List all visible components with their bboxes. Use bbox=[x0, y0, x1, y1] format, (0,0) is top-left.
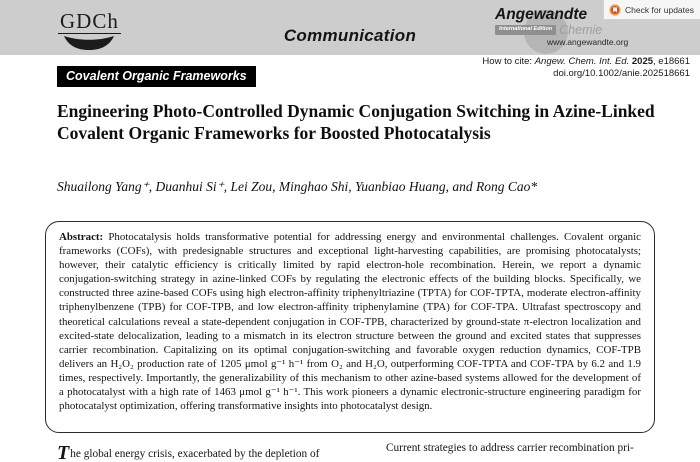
check-for-updates-button[interactable] bbox=[603, 0, 700, 20]
intro-column-right: Current strategies to address carrier recombination pri- bbox=[386, 442, 634, 454]
article-title: Engineering Photo-Controlled Dynamic Conjugation Switching in Azine-Linked Covalent Organic Frameworks for Boosted Photocatalysis bbox=[57, 101, 655, 143]
abstract-label: Abstract: bbox=[59, 231, 109, 243]
citation-article-id: , e18661 bbox=[653, 56, 690, 67]
article-type-label: Communication bbox=[283, 26, 417, 45]
international-edition-badge: International Edition bbox=[495, 25, 556, 35]
angewandte-url-link[interactable]: www.angewandte.org bbox=[547, 37, 629, 47]
abstract-text: Photocatalysis holds transformative potential for addressing energy and environmental challenges. Covalent organic frameworks (COFs), with predesignable structures and exceptional light-harvesting capabilities, are promising photocatalysts; however, their catalytic efficiency is critically limited by rapid electron-hole recombination. Herein, we report a dynamic conjugation-switching strategy in azine-linked COFs by regulating the electronic effects of the building blocks. Specifically, we constructed three azine-based COFs using high electron-affinity triphenyltriazine (TPTA) for COF-TPTA, moderate electron-affinity triphenylbenzene (TPB) for COF-TPB, and low electron-affinity triphenylamine (TPA) for COF-TPA. Ultrafast spectroscopy and theoretical calculations reveal a state-dependent conjugation in COF-TPB, characterized by ground-state π-electron localization and excited-state delocalization, leading to a mismatch in its electron structure between the ground and excited states that suppresses carrier recombination. Capitalizing on its optimal conjugation-switching and favorable oxygen reduction dynamics, COF-TPB delivers an H₂O₂ production rate of 1205 μmol g⁻¹ h⁻¹ from O₂ and H₂O, outperforming COF-TPTA and COF-TPA by 6.2 and 1.9 times, respectively. Importantly, the generalizability of this mechanism to other azine-based systems allowed for the development of a photocatalyst with a high rate of 1463 μmol g⁻¹ h⁻¹. This work pioneers a dynamic electronic-structure engineering paradigm for photocatalyst optimization, offering transformative insights into photocatalyst design. bbox=[59, 231, 641, 413]
angewandte-wordmark: Angewandte bbox=[495, 6, 588, 23]
gdch-wordmark: GDCh bbox=[60, 9, 119, 33]
topic-badge: Covalent Organic Frameworks bbox=[57, 66, 256, 87]
citation-line bbox=[482, 56, 690, 68]
authors-line: Shuailong Yang⁺, Duanhui Si⁺, Lei Zou, Minghao Shi, Yuanbiao Huang, and Rong Cao* bbox=[57, 179, 538, 194]
dropcap: T bbox=[57, 442, 70, 462]
crossmark-icon bbox=[609, 4, 621, 16]
angewandte-subline bbox=[495, 24, 645, 36]
journal-masthead bbox=[0, 0, 700, 55]
chemie-label: Chemie bbox=[559, 23, 603, 37]
check-for-updates-label: Check for updates bbox=[625, 4, 694, 15]
abstract-box bbox=[45, 221, 655, 433]
intro-text-left: he global energy crisis, exacerbated by the depletion of bbox=[70, 448, 320, 460]
doi-link[interactable]: doi.org/10.1002/anie.202518661 bbox=[553, 67, 690, 79]
citation-journal: Angew. Chem. Int. Ed. bbox=[534, 56, 630, 67]
intro-column-left bbox=[57, 441, 360, 462]
citation-year: 2025 bbox=[629, 56, 654, 67]
citation-block bbox=[482, 56, 690, 79]
citation-prefix: How to cite: bbox=[482, 56, 535, 67]
